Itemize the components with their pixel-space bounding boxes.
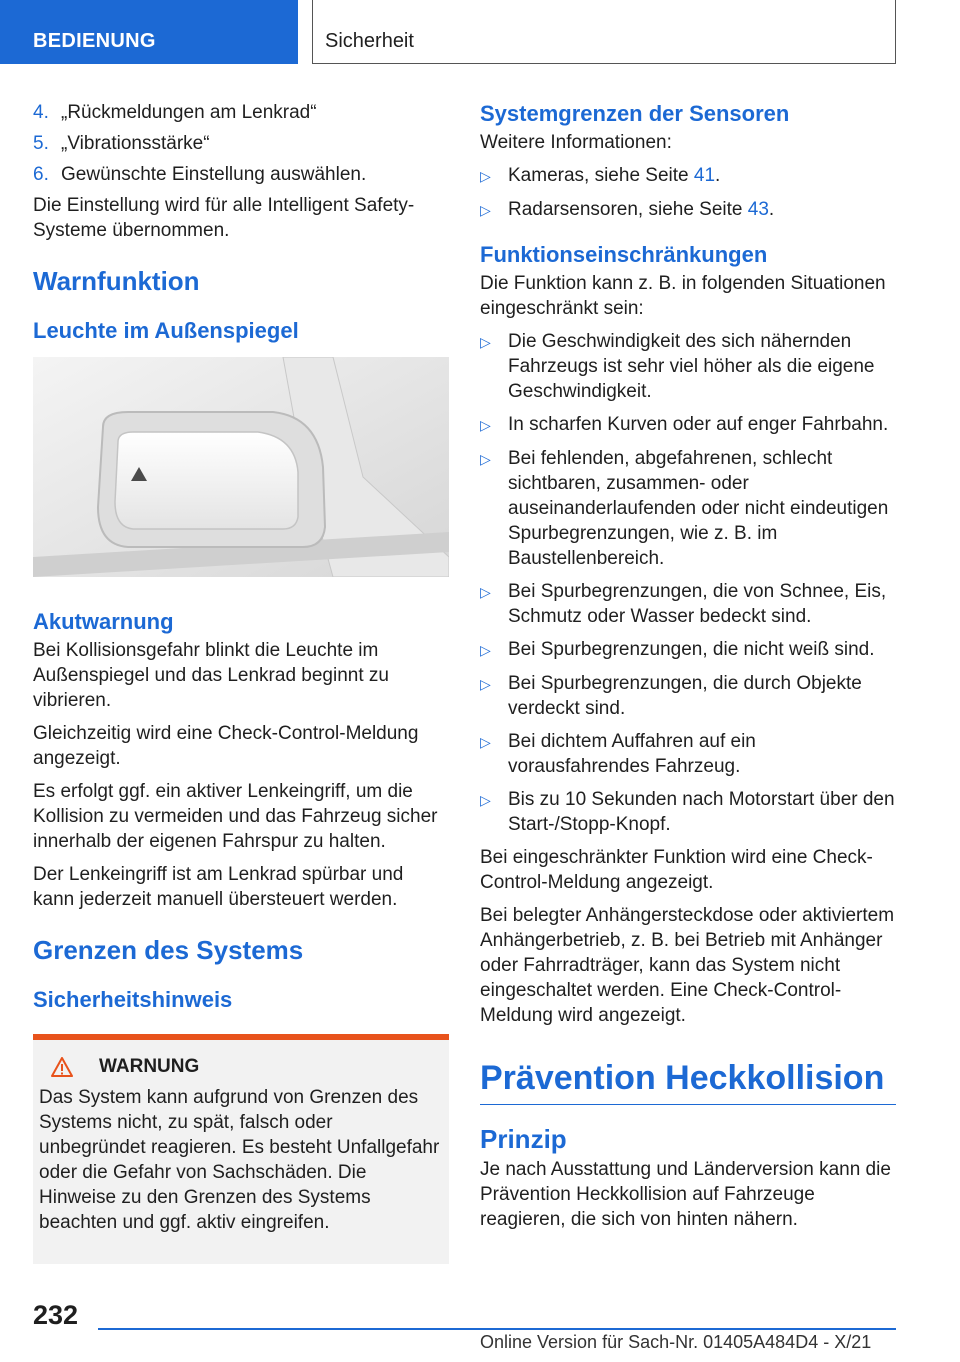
side-mirror-figure [33, 357, 449, 577]
heading-funktionseinschraenkungen: Funktionseinschränkungen [480, 242, 768, 267]
page-number: 232 [33, 1300, 79, 1330]
triangle-bullet-icon: ▷ [480, 676, 491, 692]
list-item-text: Bei Spurbegrenzungen, die durch Objekte verdeckt sind. [508, 673, 862, 719]
akut-paragraph: Gleichzeitig wird eine Check-Control-Meldung angezeigt. [33, 723, 419, 769]
header-chapter-label: Sicherheit [312, 0, 896, 64]
intro-paragraph: Die Einstellung wird für alle Intelligent Safety-Systeme übernommen. [33, 195, 415, 241]
step-item [33, 162, 449, 187]
heading-warnfunktion: Warnfunktion [33, 266, 200, 296]
list-item-text: Bei fehlenden, abgefahrenen, schlecht sichtbaren, zusammen- oder auseinanderlaufenden oder nicht eindeutigen Spurbegrenzungen, wie z. B. im Baustellenbereich. [508, 448, 889, 569]
heading-praevention: Prävention Heckkollision [480, 1058, 896, 1105]
triangle-bullet-icon: ▷ [480, 168, 491, 184]
step-text: „Rückmeldungen am Lenkrad“ [61, 102, 317, 123]
list-item-text: Bei dichtem Auffahren auf ein vorausfahrendes Fahrzeug. [508, 731, 756, 777]
step-text: „Vibrationsstärke“ [61, 133, 210, 154]
page-link[interactable]: 41 [693, 165, 716, 186]
list-item [480, 329, 896, 404]
left-column [33, 100, 449, 1264]
list-item [480, 729, 896, 779]
list-item-text: Bei Spurbegrenzungen, die nicht weiß sind. [508, 639, 875, 660]
triangle-bullet-icon: ▷ [480, 584, 491, 600]
warning-triangle-icon [51, 1057, 73, 1077]
list-item [480, 412, 896, 438]
list-item-text: In scharfen Kurven oder auf enger Fahrbahn. [508, 414, 889, 435]
header-section-label: BEDIENUNG [0, 0, 298, 64]
list-item-end: . [715, 165, 721, 186]
check-control-paragraph: Bei eingeschränkter Funktion wird eine Check-Control-Meldung angezeigt. [480, 847, 873, 893]
list-item-text: Kameras, siehe Seite [508, 165, 694, 186]
akut-paragraph: Der Lenkeingriff ist am Lenkrad spürbar und kann jederzeit manuell übersteuert werden. [33, 864, 404, 910]
list-item [480, 163, 896, 189]
heading-sicherheitshinweis: Sicherheitshinweis [33, 987, 233, 1012]
warning-box [33, 1040, 449, 1264]
list-item-text: Radarsensoren, siehe Seite [508, 199, 748, 220]
akut-paragraph: Es erfolgt ggf. ein aktiver Lenkeingriff, um die Kollision zu vermeiden und das Fahrzeug sicher innerhalb der eigenen Fahrspur zu halten. [33, 781, 438, 852]
triangle-bullet-icon: ▷ [480, 334, 491, 350]
triangle-bullet-icon: ▷ [480, 792, 491, 808]
triangle-bullet-icon: ▷ [480, 417, 491, 433]
weitere-info-label: Weitere Informationen: [480, 132, 672, 153]
funktion-intro: Die Funktion kann z. B. in folgenden Situationen eingeschränkt sein: [480, 273, 886, 319]
list-item [480, 197, 896, 223]
list-item-text: Bis zu 10 Sekunden nach Motorstart über den Start-/Stopp-Knopf. [508, 789, 895, 835]
step-number: 6. [33, 164, 49, 185]
footer-divider [98, 1328, 896, 1330]
heading-prinzip: Prinzip [480, 1124, 567, 1154]
triangle-bullet-icon: ▷ [480, 734, 491, 750]
prinzip-paragraph: Je nach Ausstattung und Länderversion kann die Prävention Heckkollision auf Fahrzeuge reagieren, die sich von hinten nähern. [480, 1159, 891, 1230]
list-item-text: Bei Spurbegrenzungen, die von Schnee, Eis, Schmutz oder Wasser bedeckt sind. [508, 581, 887, 627]
step-item [33, 100, 449, 125]
list-item-end: . [768, 199, 775, 220]
page-link[interactable]: 43 [747, 199, 769, 220]
step-number: 5. [33, 133, 49, 154]
list-item [480, 579, 896, 629]
list-item-text: Die Geschwindigkeit des sich nähernden Fahrzeugs ist sehr viel höher als die eigene Geschwindigkeit. [508, 331, 875, 402]
list-item [480, 446, 896, 571]
list-item [480, 637, 896, 663]
triangle-bullet-icon: ▷ [480, 642, 491, 658]
heading-leuchte: Leuchte im Außenspiegel [33, 318, 299, 343]
warning-text: Das System kann aufgrund von Grenzen des Systems nicht, zu spät, falsch oder unbegründet reagieren. Es besteht Unfallgefahr oder die Gefahr von Sachschäden. Die Hinweise zu den Grenzen des Systems beachten und ggf. aktiv eingreifen. [39, 1087, 440, 1233]
anhaenger-paragraph: Bei belegter Anhängersteckdose oder aktiviertem Anhängerbetrieb, z. B. bei Betrieb mit Anhänger oder Fahrradträger, kann das System nicht eingeschaltet werden. Eine Check-Control-Meldung wird angezeigt. [480, 905, 895, 1026]
triangle-bullet-icon: ▷ [480, 451, 491, 467]
step-text: Gewünschte Einstellung auswählen. [61, 164, 367, 185]
heading-grenzen: Grenzen des Systems [33, 935, 304, 965]
list-item [480, 787, 896, 837]
warning-title-row [39, 1054, 443, 1079]
akut-paragraph: Bei Kollisionsgefahr blinkt die Leuchte im Außenspiegel und das Lenkrad beginnt zu vibrieren. [33, 640, 389, 711]
heading-systemgrenzen: Systemgrenzen der Sensoren [480, 101, 790, 126]
list-item [480, 671, 896, 721]
footer-online-version: Online Version für Sach-Nr. 01405A484D4 - X/21 [480, 1332, 872, 1352]
step-number: 4. [33, 102, 49, 123]
warning-title: WARNUNG [99, 1056, 200, 1077]
right-column [480, 100, 896, 1240]
heading-akutwarnung: Akutwarnung [33, 609, 174, 634]
triangle-bullet-icon: ▷ [480, 202, 491, 218]
step-item [33, 131, 449, 156]
